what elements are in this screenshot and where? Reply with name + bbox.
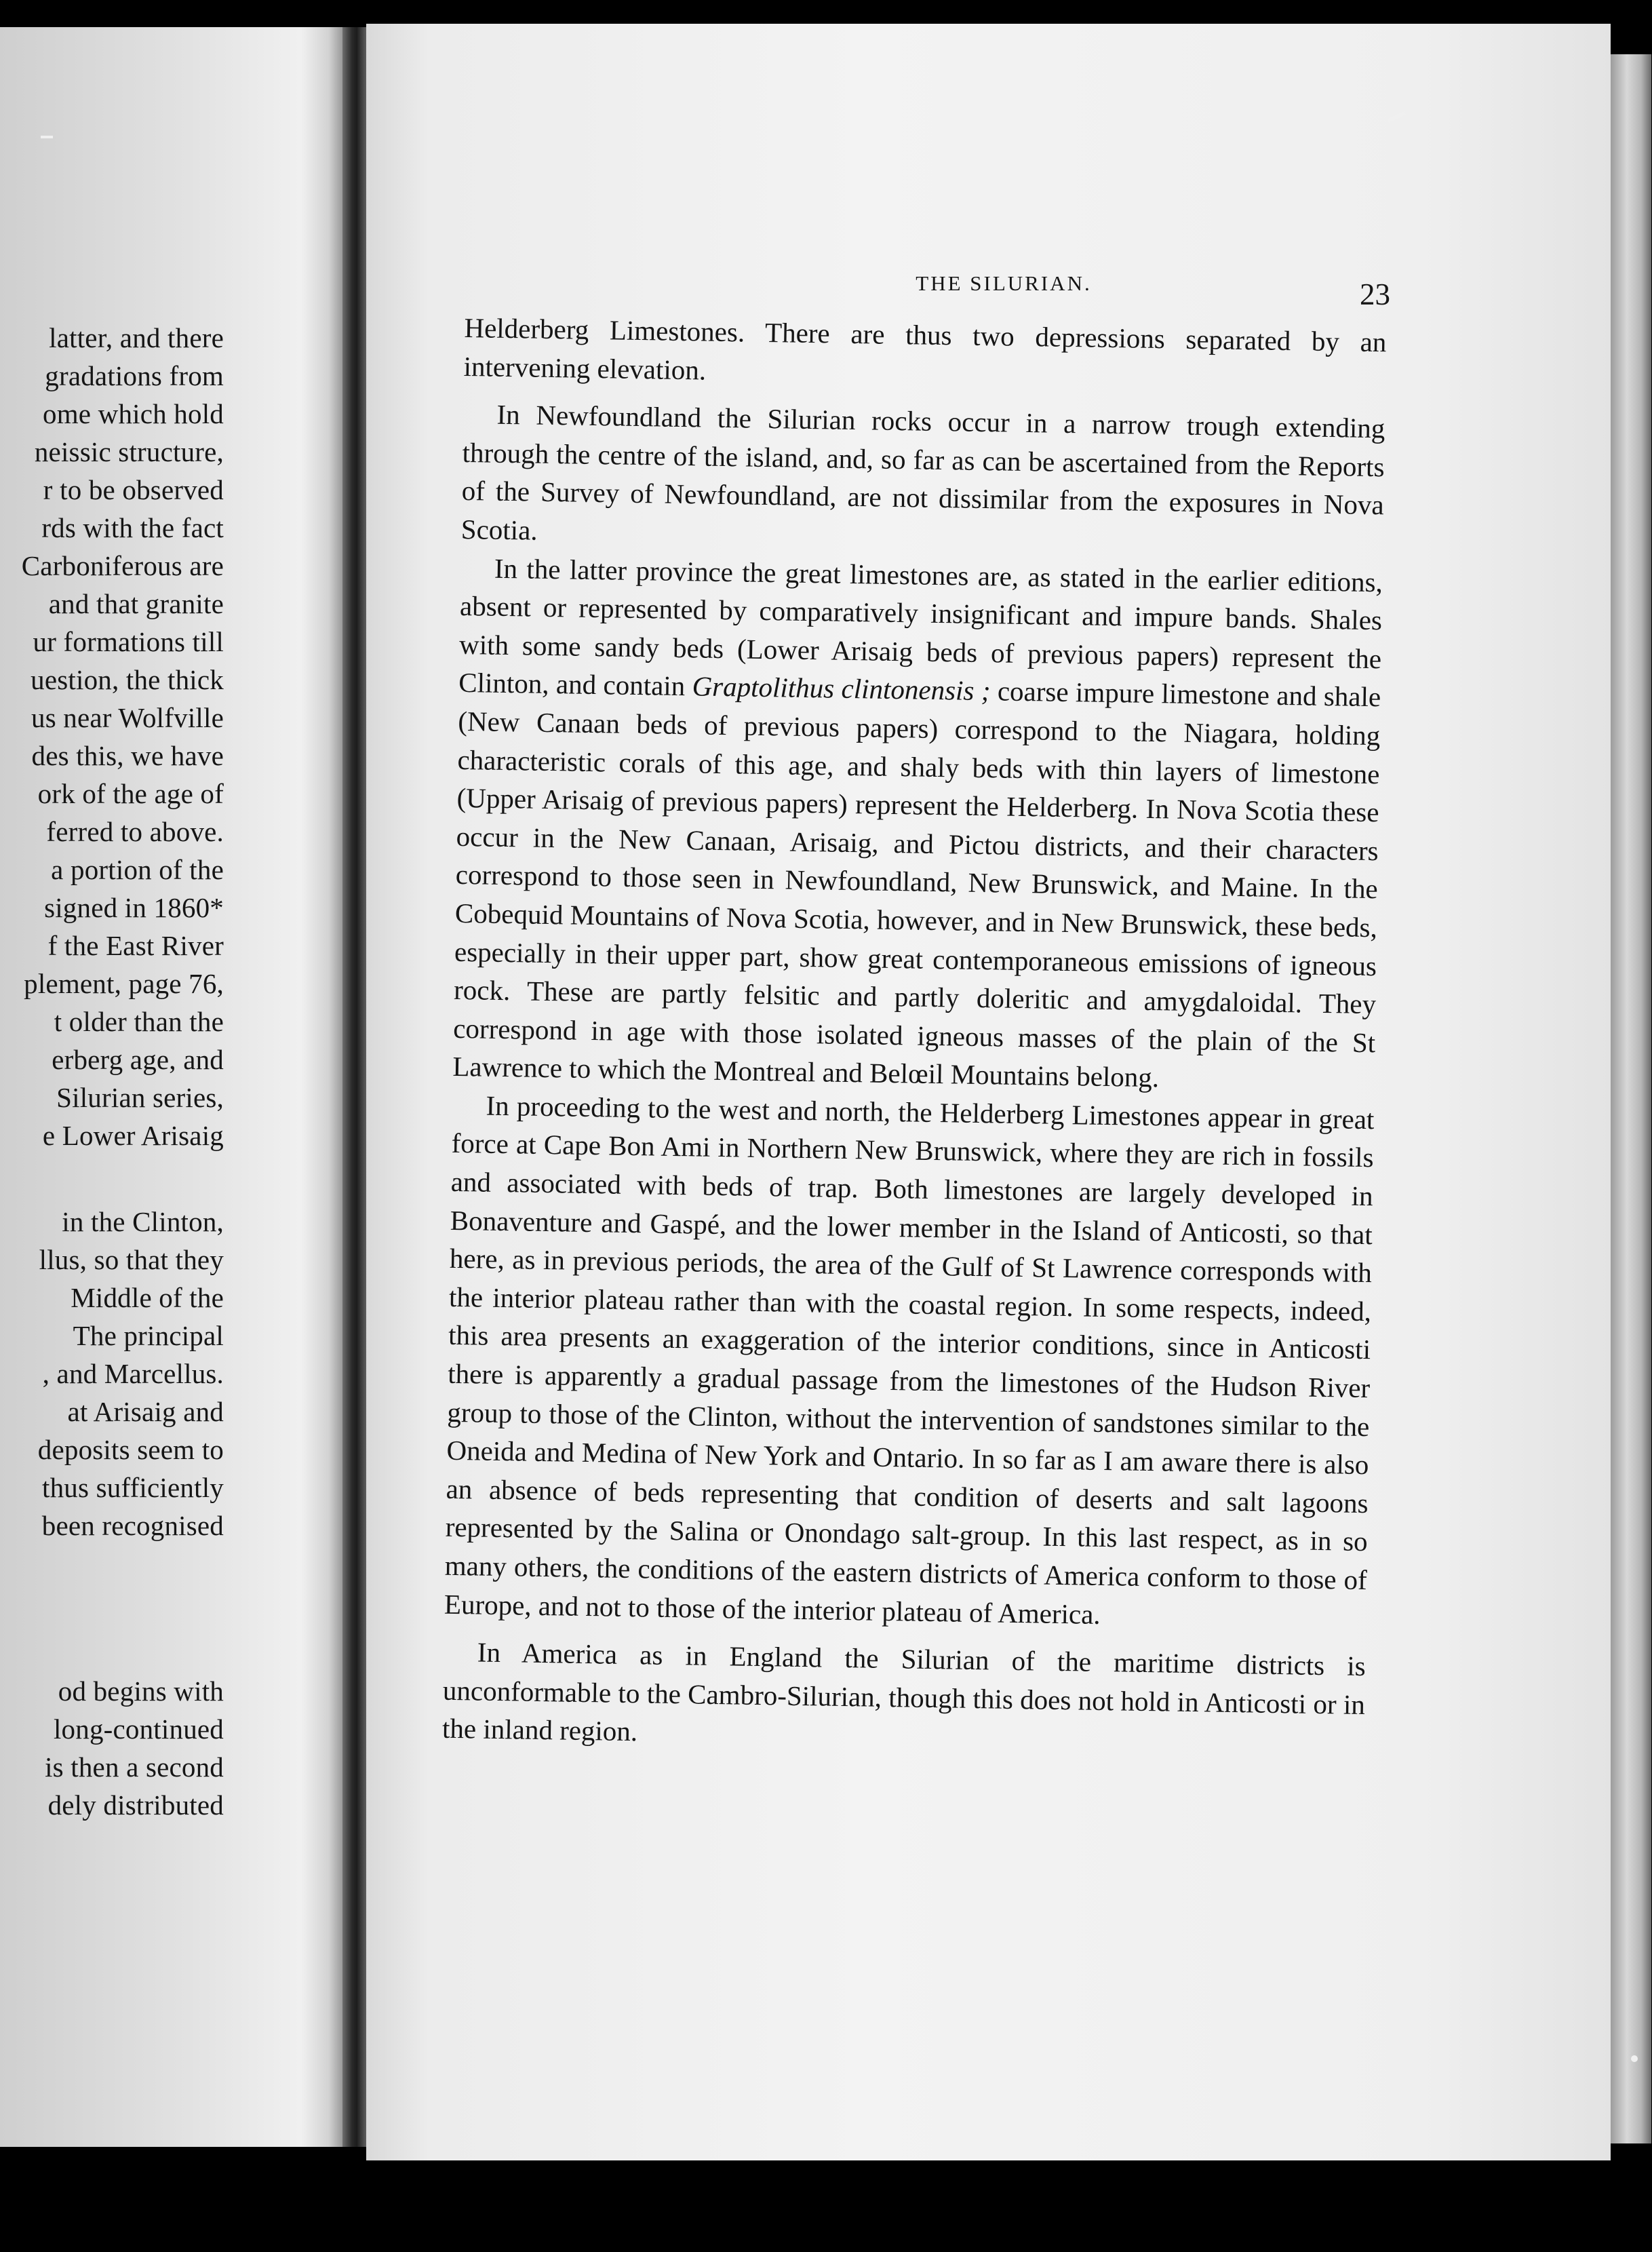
scan-speck <box>1631 2055 1638 2062</box>
page-edge-shadow <box>1611 54 1651 2143</box>
left-facing-page <box>0 27 342 2147</box>
left-line: od begins with <box>58 1675 224 1707</box>
left-line: gradations from <box>45 360 224 391</box>
paragraph: In Newfoundland the Silurian rocks occur in a narrow trough extending through the centre of the island, and, so far as can be ascertained from the Reports of the Survey of Newfoundland, are not dissimilar from the exposures in Nova Scotia. <box>460 398 1385 546</box>
left-line: latter, and there <box>49 322 224 353</box>
paragraph: In proceeding to the west and north, the Helderberg Limestones appear in great force at Cape Bon Ami in Northern New Brunswick, where they are rich in fossils and associated with beds of trap. Both limestones are largely developed in Bonaventure and Gaspé, and the lower member in the Island of Anticosti, so that here, as in previous periods, the area of the Gulf of St Lawrence corresponds with the interior plateau rather than with the coastal region. In some respects, indeed, this area presents an exaggeration of the interior conditions, since in Anticosti there is apparently a gradual passage from the limestones of the Hudson River group to those of the Clinton, without the intervention of sandstones similar to the Oneida and Medina of New York and Ontario. In so far as I am aware there is also an absence of beds representing that condition of deserts and salt lagoons represented by the Salina or Onondago salt-group. In this last respect, as in so many others, the conditions of the eastern districts of America conform to those of Europe, and not to those of the interior plateau of America. <box>444 1089 1375 1630</box>
left-line: f the East River <box>47 930 224 961</box>
paragraph: In America as in England the Silurian of the maritime districts is unconformable to the Cambro-Silurian, though this does not hold in Anticosti or in the inland region. <box>441 1636 1366 1747</box>
page-body <box>442 309 1387 1762</box>
paragraph-text: coarse impure limestone and shale (New Canaan beds of previous papers) correspond to the Niagara, holding characteristic corals of this age, and shaly beds with thin layers of limestone (Upper Arisaig of previous papers) represent the Helderberg. In Nova Scotia these occur in the New Canaan, Arisaig, and Pictou districts, and their characters correspond to those seen in Newfoundland, New Brunswick, and Maine. In the Cobequid Mountains of Nova Scotia, however, and in New Brunswick, these beds, especially in their upper part, show great contemporaneous emissions of igneous rock. These are partly felsitic and partly doleritic and amygdaloidal. They correspond in age with those isolated igneous masses of the plain of the St Lawrence to which the Montreal and Belœil Mountains belong. <box>452 675 1381 1093</box>
left-line: Middle of the <box>71 1282 224 1313</box>
left-line: ferred to above. <box>46 816 224 847</box>
left-line: neissic structure, <box>34 436 224 467</box>
paragraph: Helderberg Limestones. There are thus two depressions separated by an intervening elevation. <box>463 311 1387 386</box>
left-line: is then a second <box>45 1751 224 1783</box>
book-gutter <box>342 27 366 2147</box>
left-line: dely distributed <box>47 1789 224 1821</box>
left-spacer <box>0 1545 224 1672</box>
left-line: long-continued <box>53 1713 224 1745</box>
left-line: Silurian series, <box>56 1082 224 1113</box>
left-line: erberg age, and <box>52 1044 224 1075</box>
left-line: signed in 1860* <box>44 892 224 923</box>
left-line: plement, page 76, <box>24 968 224 999</box>
left-line: thus sufficiently <box>42 1472 224 1503</box>
left-line: llus, so that they <box>39 1244 224 1275</box>
left-line: and that granite <box>48 588 224 619</box>
left-line: us near Wolfville <box>31 702 224 733</box>
left-line: ome which hold <box>43 398 224 429</box>
left-line: The principal <box>73 1320 224 1351</box>
left-line: des this, we have <box>31 740 224 771</box>
running-head: THE SILURIAN. <box>916 271 1092 295</box>
left-line: a portion of the <box>51 854 224 885</box>
left-line: uestion, the thick <box>31 664 224 695</box>
left-line: been recognised <box>41 1510 224 1541</box>
left-line: , and Marcellus. <box>42 1358 224 1389</box>
left-page-text <box>0 319 224 1824</box>
left-line: e Lower Arisaig <box>42 1120 224 1151</box>
left-line: at Arisaig and <box>67 1396 224 1427</box>
left-line: rds with the fact <box>41 512 224 543</box>
left-line: deposits seem to <box>37 1434 224 1465</box>
scan-speck <box>41 136 53 138</box>
left-spacer <box>0 1154 224 1203</box>
page-number: 23 <box>1360 277 1390 311</box>
paragraph <box>452 549 1383 1101</box>
left-line: ur formations till <box>33 626 224 657</box>
left-line: Carboniferous are <box>21 550 224 581</box>
left-line: in the Clinton, <box>62 1206 224 1237</box>
species-name: Graptolithus clintonensis ; <box>692 670 991 707</box>
left-line: ork of the age of <box>37 778 224 809</box>
left-line: t older than the <box>54 1006 224 1037</box>
paragraph-text: In the latter province the great limestones are, as stated in the earlier editions, absent or represented by comparatively insignificant and impure bands. Shales with some sandy beds (Lower Arisaig beds of previous papers) represent the Clinton, and contain <box>458 552 1383 702</box>
left-line: r to be observed <box>43 474 224 505</box>
